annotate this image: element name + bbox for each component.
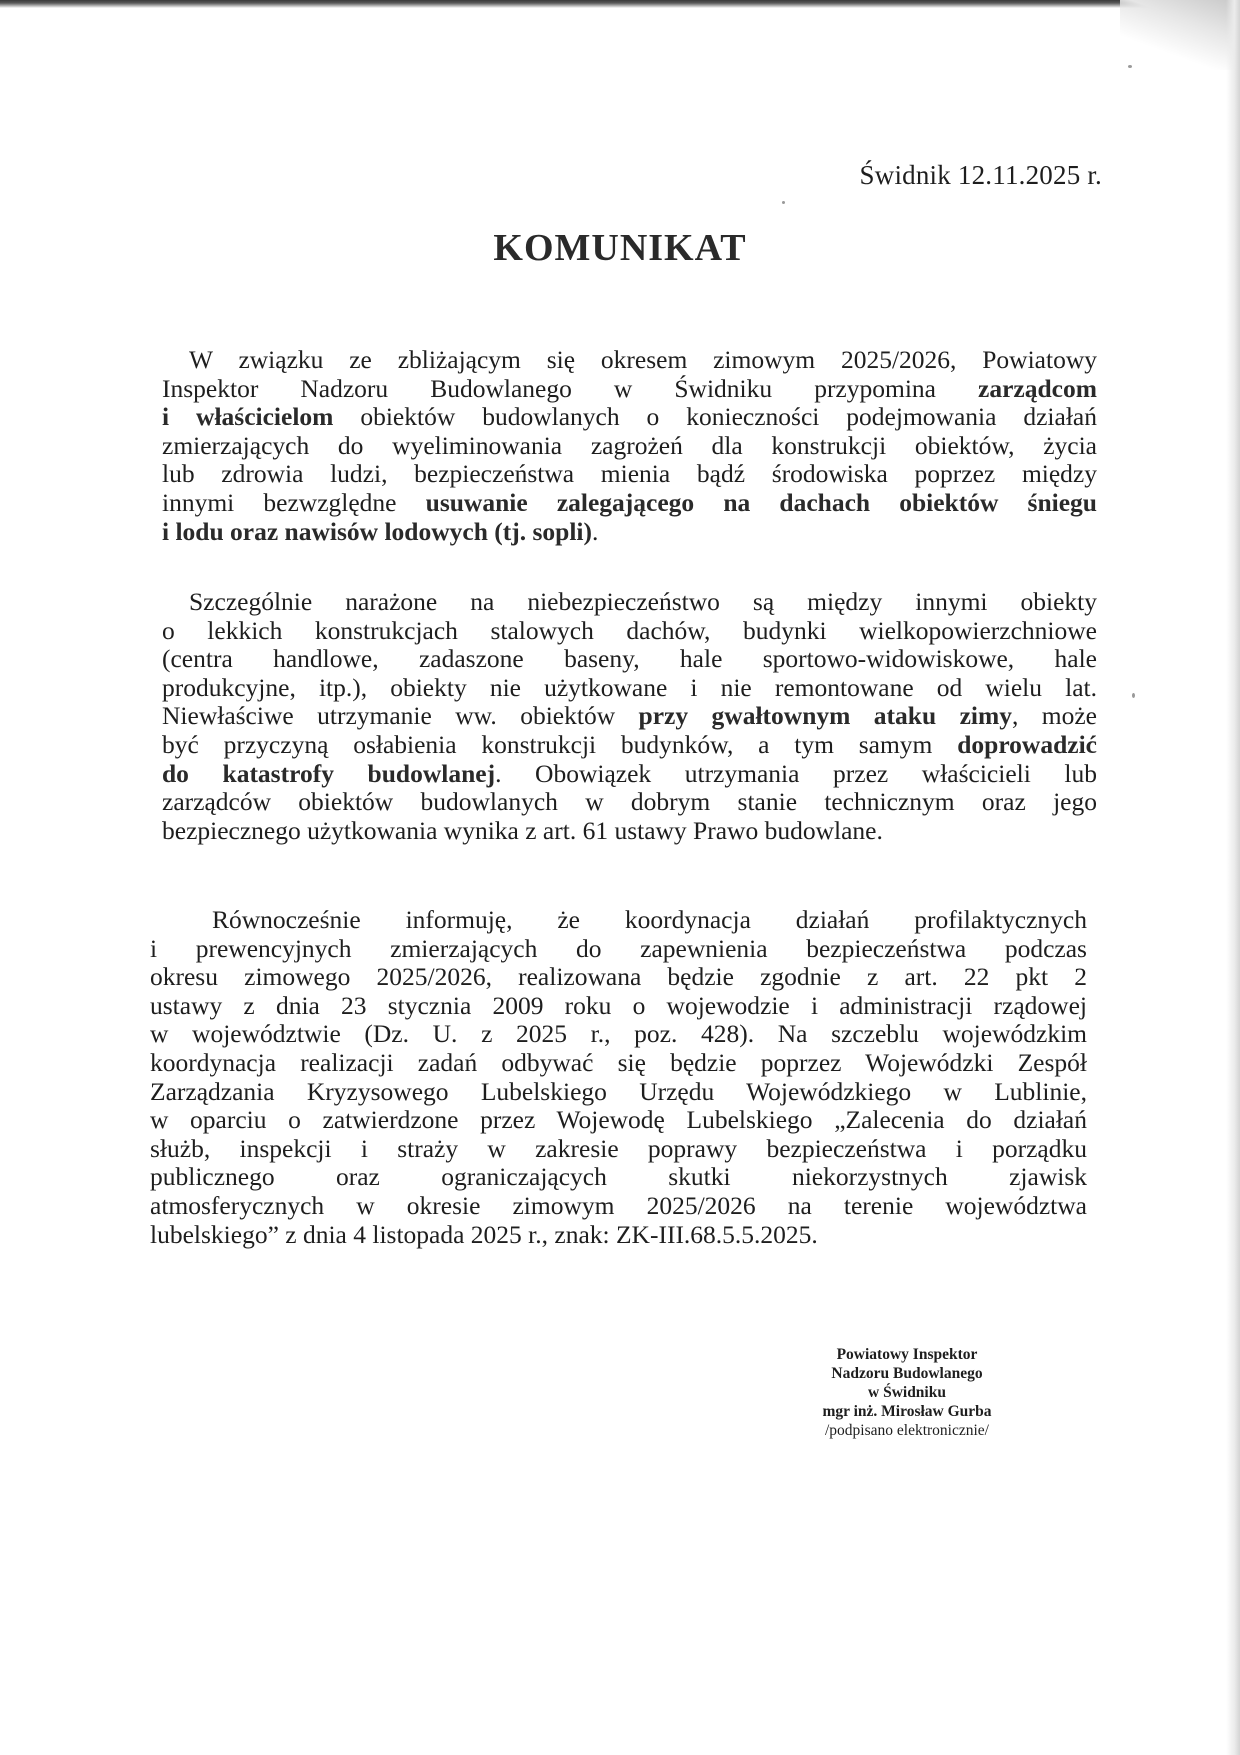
text-line — [150, 1135, 1087, 1164]
text-segment: koordynacja realizacji zadań odbywać się będzie poprzez Wojewódzki Zespół — [150, 1048, 1087, 1077]
text-segment: bezpiecznego użytkowania wynika z art. 61 ustawy Prawo budowlane. — [162, 816, 883, 845]
place-and-date: Świdnik 12.11.2025 r. — [859, 160, 1102, 190]
paragraph-3 — [150, 906, 1087, 1249]
text-segment: być przyczyną osłabienia konstrukcji budynków, a tym samym — [162, 730, 958, 759]
document-title: KOMUNIKAT — [493, 227, 747, 269]
bold-text-segment: usuwanie zalegającego na dachach obiektów śniegu — [425, 488, 1097, 517]
text-segment: zmierzających do wyeliminowania zagrożeń dla konstrukcji obiektów, życia — [162, 431, 1097, 460]
text-line — [162, 403, 1097, 432]
text-segment: i prewencyjnych zmierzających do zapewnienia bezpieczeństwa podczas — [150, 934, 1087, 963]
text-line — [150, 992, 1087, 1021]
text-line — [150, 1078, 1087, 1107]
text-segment: atmosferycznych w okresie zimowym 2025/2026 na terenie województwa — [150, 1191, 1087, 1220]
bold-text-segment: i właścicielom — [162, 403, 334, 432]
text-line — [162, 731, 1097, 760]
scan-speck — [1132, 693, 1135, 698]
text-line — [162, 645, 1097, 674]
text-line — [162, 375, 1097, 404]
text-line — [150, 1106, 1087, 1135]
text-segment: innymi bezwzględne — [162, 488, 426, 517]
text-segment: W związku ze zbliżającym się okresem zimowym 2025/2026, Powiatowy — [189, 346, 1097, 374]
text-line — [162, 518, 1097, 547]
text-line — [162, 489, 1097, 518]
text-line — [150, 1049, 1087, 1078]
bold-text-segment: i lodu oraz nawisów lodowych (tj. sopli) — [162, 517, 592, 546]
text-line — [150, 906, 1087, 935]
signer-location: w Świdniku — [868, 1384, 946, 1401]
text-segment: . Obowiązek utrzymania przez właścicieli lub — [495, 759, 1097, 788]
text-line — [162, 588, 1097, 617]
scan-top-edge — [0, 0, 1240, 8]
text-segment: Niewłaściwe utrzymanie ww. obiektów — [162, 702, 639, 731]
text-segment: . — [592, 517, 599, 546]
text-segment: ustawy z dnia 23 stycznia 2009 roku o wojewodzie i administracji rządowej — [150, 991, 1087, 1020]
text-line — [162, 702, 1097, 731]
text-line — [162, 460, 1097, 489]
text-line — [150, 1192, 1087, 1221]
text-segment: okresu zimowego 2025/2026, realizowana będzie zgodnie z art. 22 pkt 2 — [150, 963, 1087, 992]
text-segment: o lekkich konstrukcjach stalowych dachów, budynki wielkopowierzchniowe — [162, 616, 1097, 645]
text-line — [162, 432, 1097, 461]
text-line — [162, 674, 1097, 703]
bold-text-segment: przy gwałtownym ataku zimy — [638, 702, 1012, 731]
signature-block — [790, 1345, 1024, 1440]
text-line — [150, 1163, 1087, 1192]
text-segment: Szczególnie narażone na niebezpieczeństwo są między innymi obiekty — [189, 588, 1097, 616]
signer-office: Nadzoru Budowlanego — [831, 1365, 983, 1382]
text-segment: (centra handlowe, zadaszone baseny, hale sportowo-widowiskowe, hale — [162, 645, 1097, 674]
text-segment: obiektów budowlanych o konieczności podejmowania działań — [333, 403, 1097, 432]
signer-title: Powiatowy Inspektor — [836, 1346, 978, 1363]
text-segment: lub zdrowia ludzi, bezpieczeństwa mienia bądź środowiska poprzez między — [162, 460, 1097, 489]
bold-text-segment: zarządcom — [978, 374, 1097, 403]
scan-corner-shadow — [1120, 0, 1240, 70]
text-line — [162, 760, 1097, 789]
text-line — [162, 346, 1097, 375]
text-segment: w województwie (Dz. U. z 2025 r., poz. 428). Na szczeblu wojewódzkim — [150, 1020, 1087, 1049]
text-line — [150, 935, 1087, 964]
text-line — [162, 617, 1097, 646]
electronic-signature-note: /podpisano elektronicznie/ — [825, 1422, 989, 1439]
text-segment: , może — [1011, 702, 1097, 731]
text-line — [150, 963, 1087, 992]
bold-text-segment: do katastrofy budowlanej — [162, 759, 496, 788]
signer-name: mgr inż. Mirosław Gurba — [822, 1403, 992, 1420]
text-segment: produkcyjne, itp.), obiekty nie użytkowane i nie remontowane od wielu lat. — [162, 673, 1097, 702]
paragraph-1 — [162, 346, 1097, 546]
text-segment: Inspektor Nadzoru Budowlanego w Świdniku przypomina — [162, 374, 979, 403]
text-segment: publicznego oraz ograniczających skutki niekorzystnych zjawisk — [150, 1163, 1087, 1192]
bold-text-segment: doprowadzić — [957, 730, 1097, 759]
text-segment: Równocześnie informuję, że koordynacja działań profilaktycznych — [212, 906, 1087, 934]
text-segment: zarządców obiektów budowlanych w dobrym stanie technicznym oraz jego — [162, 788, 1097, 817]
text-segment: w oparciu o zatwierdzone przez Wojewodę Lubelskiego „Zalecenia do działań — [150, 1106, 1087, 1135]
scan-speck — [1128, 65, 1132, 68]
text-line — [150, 1020, 1087, 1049]
text-segment: Zarządzania Kryzysowego Lubelskiego Urzędu Wojewódzkiego w Lublinie, — [150, 1077, 1087, 1106]
scan-speck — [782, 201, 785, 204]
text-line — [162, 788, 1097, 817]
paragraph-2 — [162, 588, 1097, 845]
text-segment: lubelskiego” z dnia 4 listopada 2025 r., znak: ZK-III.68.5.5.2025. — [150, 1220, 818, 1249]
text-line — [162, 817, 1097, 846]
text-line — [150, 1221, 1087, 1250]
text-segment: służb, inspekcji i straży w zakresie poprawy bezpieczeństwa i porządku — [150, 1134, 1087, 1163]
